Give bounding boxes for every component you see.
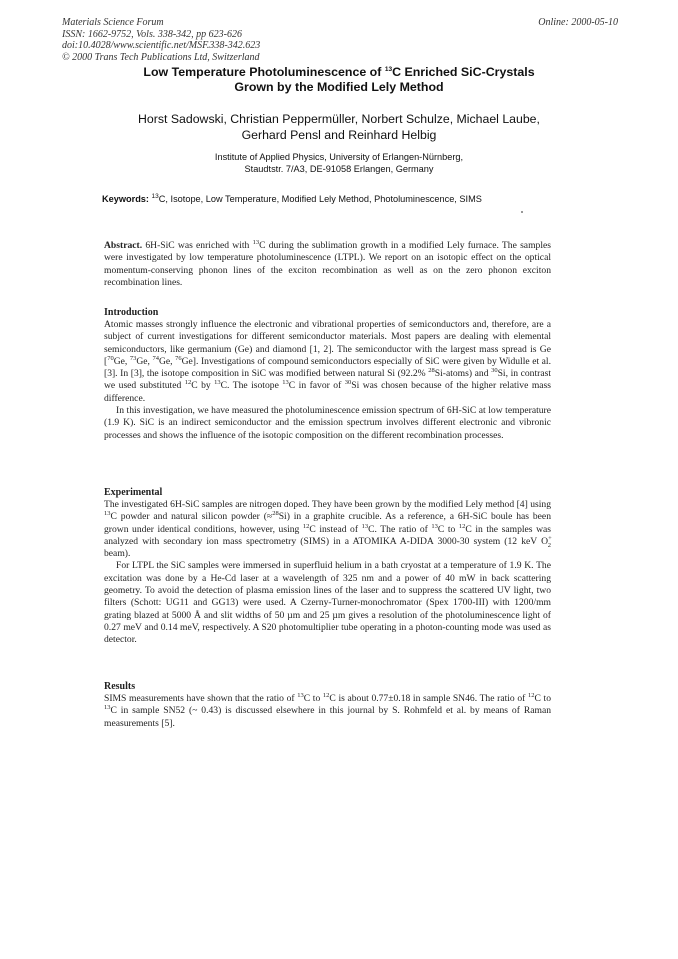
introduction-paragraph-1: Atomic masses strongly influence the electronic and vibrational properties of semiconductors and, therefore, are a subject of current investigations for different semiconductor materials. Most papers are dealing with elemental semiconductors, like germanium (Ge) and diamond [1, 2]. The semiconductor with the largest mass spread is Ge [$^{70}$Ge, $^{73}$Ge, $^{74}$Ge, $^{76}$Ge]. Investigations of compound semiconductors especially of SiC were given by Widulle et al. [3]. In [3], the isotope composition in SiC was modified between natural Si (92.2% $^{28}$Si-atoms) and $^{30}$Si, in contrast we used substituted $^{12}$C by $^{13}$C. The isotope $^{13}$C in favor of $^{30}$Si was chosen because of the higher relative mass difference.: [104, 319, 552, 404]
journal-header: [62, 17, 260, 63]
paper-title: Low Temperature Photoluminescence of $^{13}$C Enriched SiC-Crystals Grown by the Modified Lely Method: [143, 65, 535, 94]
journal-name: Materials Science Forum: [62, 17, 164, 28]
keywords: Keywords: $^{13}$C, Isotope, Low Temperature, Modified Lely Method, Photoluminescence, SIMS: [102, 192, 482, 204]
introduction-heading: Introduction: [104, 307, 159, 318]
experimental-paragraph-2: For LTPL the SiC samples were immersed in superfluid helium in a bath cryostat at a temperature of 1.9 K. The excitation was done by a He-Cd laser at a wavelength of 325 nm and a power of 40 mW in back scattering geometry. To avoid the detection of plasma emission lines of the laser and to suppress the scattered UV light, two filters (Schott: UG11 and GG13) were used. A Czerny-Turner-monochromator (Spex 1700-III) with 1200/mm grating blazed at 5000 Å and slit widths of 50 µm and 25 µm gives a resolution of the photoluminescence light of 0.27 meV and 0.14 meV, respectively. A S20 photomultiplier tube operating in a photon-counting mode was used as detector.: [104, 560, 551, 646]
experimental-section: [104, 487, 551, 647]
results-section: [104, 681, 551, 730]
doi-line: doi:10.4028/www.scientific.net/MSF.338-342.623: [62, 40, 261, 51]
results-paragraph-1: SIMS measurements have shown that the ratio of $^{13}$C to $^{12}$C is about 0.77±0.18 in sample SN46. The ratio of $^{12}$C to $^{13}$C in sample SN52 (~ 0.43) is discussed elsewhere in this journal by S. Rohmfeld et al. by means of Raman measurements [5].: [104, 691, 551, 729]
copyright-line: © 2000 Trans Tech Publications Ltd, Switzerland: [62, 51, 260, 63]
experimental-heading: Experimental: [104, 487, 163, 498]
introduction-section: [104, 307, 551, 442]
online-date: Online: 2000-05-10: [538, 17, 618, 28]
affiliation: Institute of Applied Physics, University of Erlangen-Nürnberg, Staudtstr. 7/A3, DE-91058 Erlangen, Germany: [214, 152, 464, 174]
author-list: Horst Sadowski, Christian Peppermüller, Norbert Schulze, Michael Laube, Gerhard Pensl and Reinhard Helbig: [138, 112, 540, 142]
issn-line: ISSN: 1662-9752, Vols. 338-342, pp 623-626: [62, 28, 242, 40]
abstract: Abstract. 6H-SiC was enriched with $^{13}$C during the sublimation growth in a modified Lely furnace. The samples were investigated by low temperature photoluminescence (LTPL). We report on an isotopic effect on the optical momentum-conserving phonon lines of the exciton recombination as well as on the zero phonon exciton recombination lines.: [104, 238, 551, 288]
scan-speck: [521, 211, 523, 213]
introduction-paragraph-2: In this investigation, we have measured the photoluminescence emission spectrum of 6H-SiC at low temperature (1.9 K). SiC is an indirect semiconductor and the emission spectrum involves different electronic and vibronic processes and shows the influence of the isotopic composition on the different recombination processes.: [104, 405, 551, 441]
results-heading: Results: [104, 681, 136, 692]
experimental-paragraph-1: The investigated 6H-SiC samples are nitrogen doped. They have been grown by the modified Lely method [4] using $^{13}$C powder and natural silicon powder (≈$^{28}$Si) in a graphite crucible. As a reference, a 6H-SiC boule has been grown under identical conditions, however, using $^{12}$C instead of $^{13}$C. The ratio of $^{13}$C to $^{12}$C in the samples was analyzed with secondary ion mass spectrometry (SIMS) in a ATOMIKA A-DIDA 3000-30 system (12 keV $O^+_2$ beam).: [104, 499, 552, 560]
